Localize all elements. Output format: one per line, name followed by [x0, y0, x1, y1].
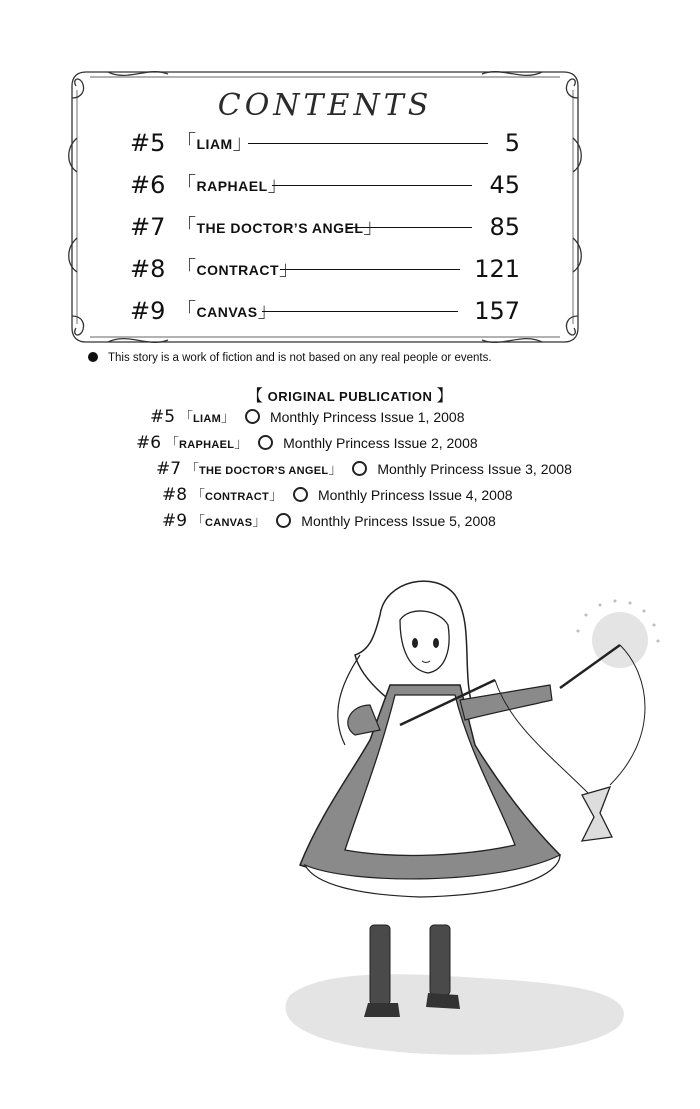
- circle-icon: [293, 487, 308, 502]
- bullet-icon: [88, 352, 98, 362]
- leader-line: [272, 185, 472, 186]
- publication-source: Monthly Princess Issue 5, 2008: [301, 513, 496, 529]
- circle-icon: [352, 461, 367, 476]
- toc-entry: [130, 168, 520, 202]
- publication-heading: 【 ORIGINAL PUBLICATION 】: [246, 388, 454, 405]
- toc-number: #9: [130, 297, 166, 325]
- toc-title: 「RAPHAEL」: [176, 174, 289, 196]
- toc-number: #5: [130, 129, 166, 157]
- toc-page-number: 157: [474, 297, 520, 325]
- leader-line: [346, 227, 472, 228]
- publication-entry: #9 「CANVAS」 Monthly Princess Issue 5, 2008: [162, 511, 496, 531]
- publication-source: Monthly Princess Issue 4, 2008: [317, 487, 513, 503]
- publication-source: Monthly Princess Issue 1, 2008: [269, 409, 465, 425]
- publication-source: Monthly Princess Issue 3, 2008: [377, 461, 572, 477]
- toc-page-number: 5: [504, 129, 520, 157]
- toc-entry: [130, 210, 520, 244]
- publication-entry: #7 「THE DOCTOR’S ANGEL」 Monthly Princess Issue 3, 2008: [156, 459, 572, 479]
- toc-page-number: 45: [489, 171, 520, 199]
- toc-number: #8: [130, 255, 166, 283]
- toc-page-number: 121: [474, 255, 520, 283]
- disclaimer-text: This story is a work of fiction and is not based on any real people or events.: [108, 352, 492, 364]
- publication-source: Monthly Princess Issue 2, 2008: [283, 435, 478, 451]
- leader-line: [280, 269, 460, 270]
- toc-entry: [130, 252, 520, 286]
- toc-title: 「THE DOCTOR’S ANGEL」: [176, 216, 384, 238]
- publication-entry: #6 「RAPHAEL」 Monthly Princess Issue 2, 2008: [136, 433, 478, 453]
- circle-icon: [245, 409, 260, 424]
- toc-number: #7: [130, 213, 166, 241]
- toc-entry: [130, 294, 520, 328]
- leader-line: [262, 311, 458, 312]
- leader-line: [248, 143, 488, 144]
- contents-title: CONTENTS: [217, 88, 433, 123]
- circle-icon: [276, 513, 291, 528]
- publication-entry: #5 「LIAM」 Monthly Princess Issue 1, 2008: [150, 407, 465, 427]
- circle-icon: [258, 435, 273, 450]
- toc-title: 「LIAM」: [176, 132, 254, 154]
- contents-frame: [68, 68, 582, 346]
- toc-entry: [130, 126, 520, 160]
- toc-title: 「CANVAS」: [176, 300, 279, 322]
- toc-page-number: 85: [489, 213, 520, 241]
- disclaimer-note: [88, 352, 492, 364]
- toc-title: 「CONTRACT」: [176, 258, 300, 280]
- girl-with-diabolo-illustration: [260, 555, 680, 1075]
- publication-entry: #8 「CONTRACT」 Monthly Princess Issue 4, 2008: [162, 485, 513, 505]
- toc-number: #6: [130, 171, 166, 199]
